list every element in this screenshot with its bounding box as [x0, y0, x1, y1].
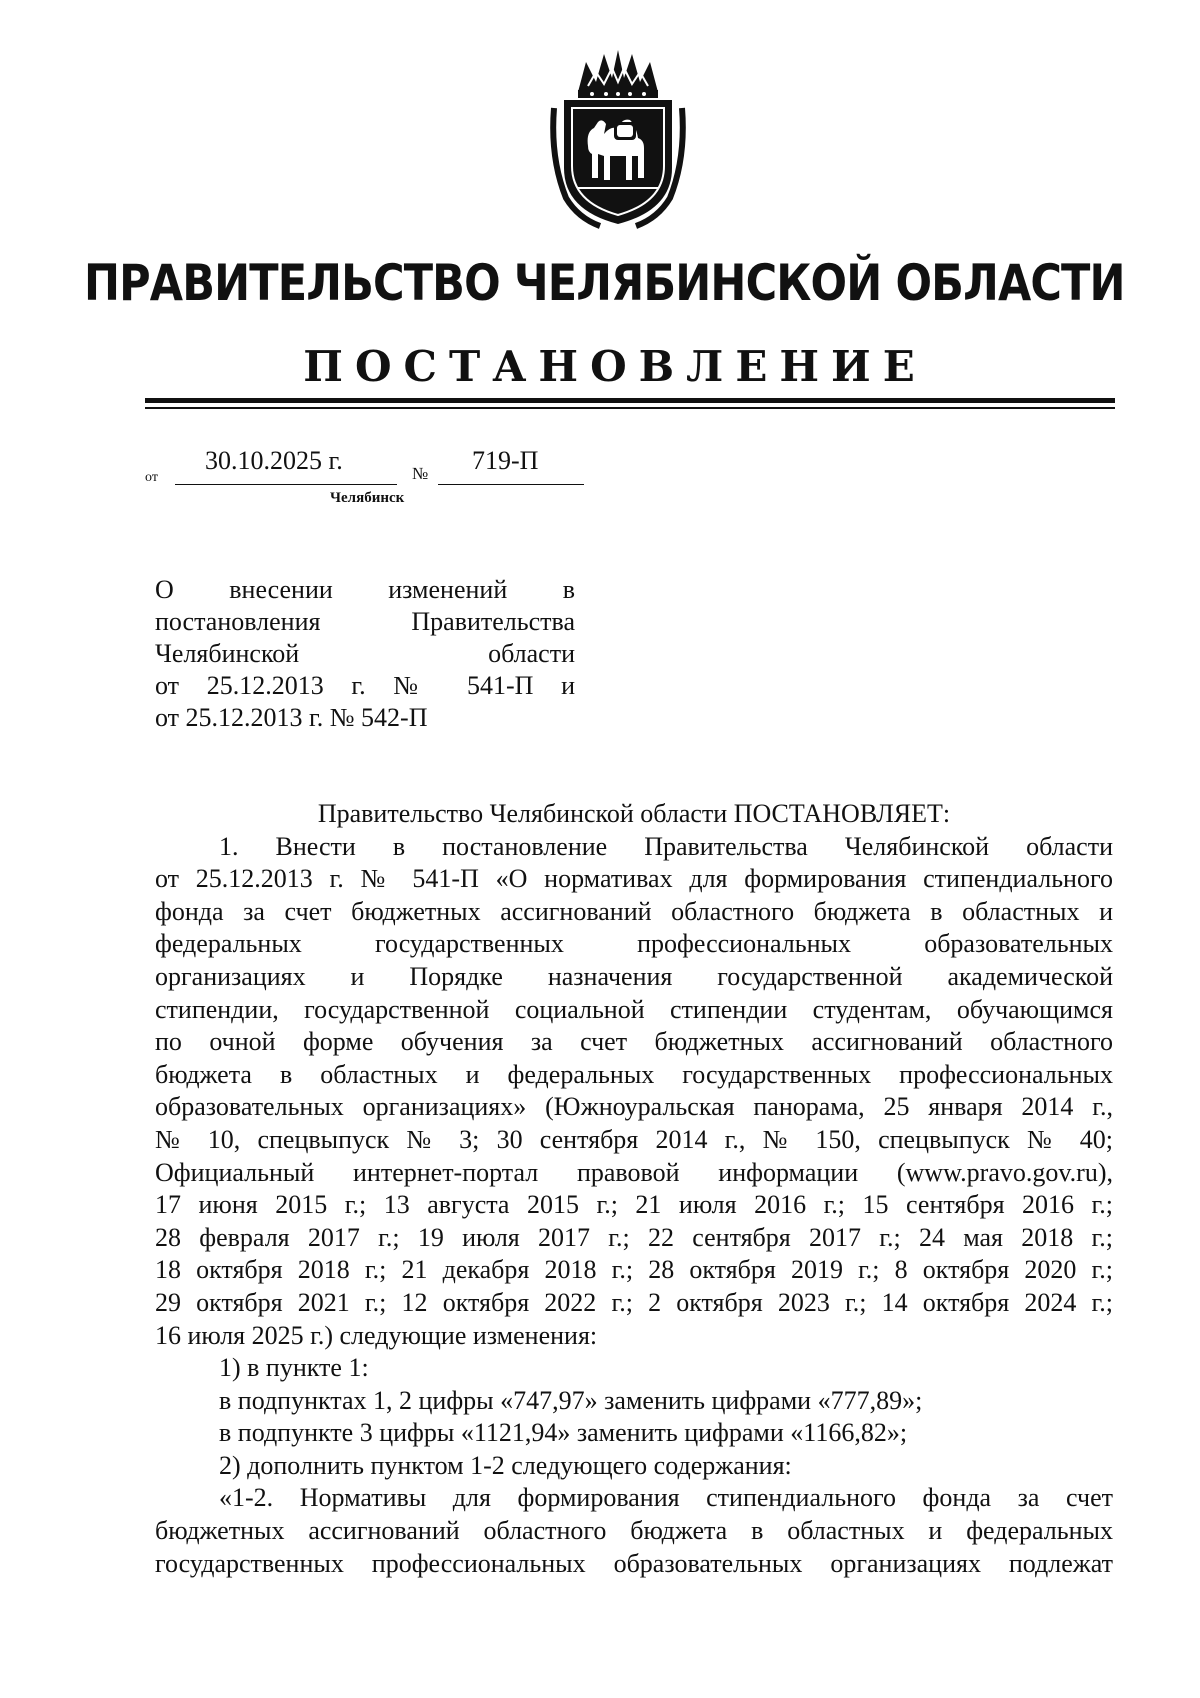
document-subject: [155, 574, 575, 734]
body-line: Официальный интернет-портал правовой информации (www.pravo.gov.ru),: [155, 1157, 1113, 1187]
body-line: 17 июня 2015 г.; 13 августа 2015 г.; 21 июля 2016 г.; 15 сентября 2016 г.;: [155, 1190, 1113, 1220]
body-line: № 10, спецвыпуск № 3; 30 сентября 2014 г., № 150, спецвыпуск № 40;: [155, 1124, 1113, 1154]
body-line: бюджетных ассигнований областного бюджета в областных и федеральных: [155, 1516, 1113, 1546]
body-line: 28 февраля 2017 г.; 19 июля 2017 г.; 22 сентября 2017 г.; 24 мая 2018 г.;: [155, 1222, 1113, 1252]
date-underline: [175, 484, 397, 485]
subject-line: постановления Правительства: [155, 607, 575, 636]
date-prefix-label: от: [145, 470, 158, 485]
coat-of-arms-icon: [548, 48, 688, 230]
subject-line: Челябинской области: [155, 639, 575, 668]
body-line: 1) в пункте 1:: [219, 1353, 369, 1383]
body-line: в подпунктах 1, 2 цифры «747,97» заменить цифрами «777,89»;: [219, 1385, 923, 1415]
header-divider-thick: [145, 398, 1115, 403]
body-line: в подпункте 3 цифры «1121,94» заменить цифрами «1166,82»;: [219, 1418, 908, 1448]
document-body: [155, 798, 1113, 1580]
document-type-title: ПОСТАНОВЛЕНИЕ: [303, 342, 927, 391]
body-line: бюджета в областных и федеральных государственных профессиональных: [155, 1059, 1113, 1089]
body-line: 18 октября 2018 г.; 21 декабря 2018 г.; 28 октября 2019 г.; 8 октября 2020 г.;: [155, 1255, 1113, 1285]
body-line: по очной форме обучения за счет бюджетных ассигнований областного: [155, 1027, 1113, 1057]
body-line: 16 июля 2025 г.) следующие изменения:: [155, 1320, 598, 1350]
government-title: ПРАВИТЕЛЬСТВО ЧЕЛЯБИНСКОЙ ОБЛАСТИ: [84, 254, 1125, 312]
body-line: 29 октября 2021 г.; 12 октября 2022 г.; 2 октября 2023 г.; 14 октября 2024 г.;: [155, 1287, 1113, 1317]
body-line: федеральных государственных профессиональных образовательных: [155, 929, 1113, 959]
body-line: образовательных организациях» (Южноуральская панорама, 25 января 2014 г.,: [155, 1092, 1113, 1122]
subject-line: от 25.12.2013 г. № 542-П: [155, 703, 428, 732]
body-line: стипендии, государственной социальной стипендии студентам, обучающимся: [155, 994, 1113, 1024]
body-line: 2) дополнить пунктом 1-2 следующего содержания:: [219, 1450, 792, 1480]
body-line: фонда за счет бюджетных ассигнований областного бюджета в областных и: [155, 896, 1113, 926]
document-number: 719-П: [472, 446, 539, 475]
preamble-line: Правительство Челябинской области ПОСТАНОВЛЯЕТ:: [317, 799, 951, 828]
body-line: от 25.12.2013 г. № 541-П «О нормативах для формирования стипендиального: [155, 864, 1113, 894]
subject-line: от 25.12.2013 г. № 541-П и: [155, 671, 575, 700]
body-line: организациях и Порядке назначения государственной академической: [155, 961, 1113, 991]
city-name: Челябинск: [330, 490, 405, 506]
body-line: 1. Внести в постановление Правительства Челябинской области: [219, 831, 1113, 861]
body-line: «1-2. Нормативы для формирования стипендиального фонда за счет: [219, 1483, 1113, 1513]
number-underline: [438, 484, 584, 485]
number-sign-label: №: [412, 464, 429, 483]
header-divider-thin: [145, 407, 1115, 409]
body-line: государственных профессиональных образовательных организациях подлежат: [155, 1548, 1113, 1578]
document-date: 30.10.2025 г.: [205, 446, 343, 475]
subject-line: О внесении изменений в: [155, 575, 575, 604]
